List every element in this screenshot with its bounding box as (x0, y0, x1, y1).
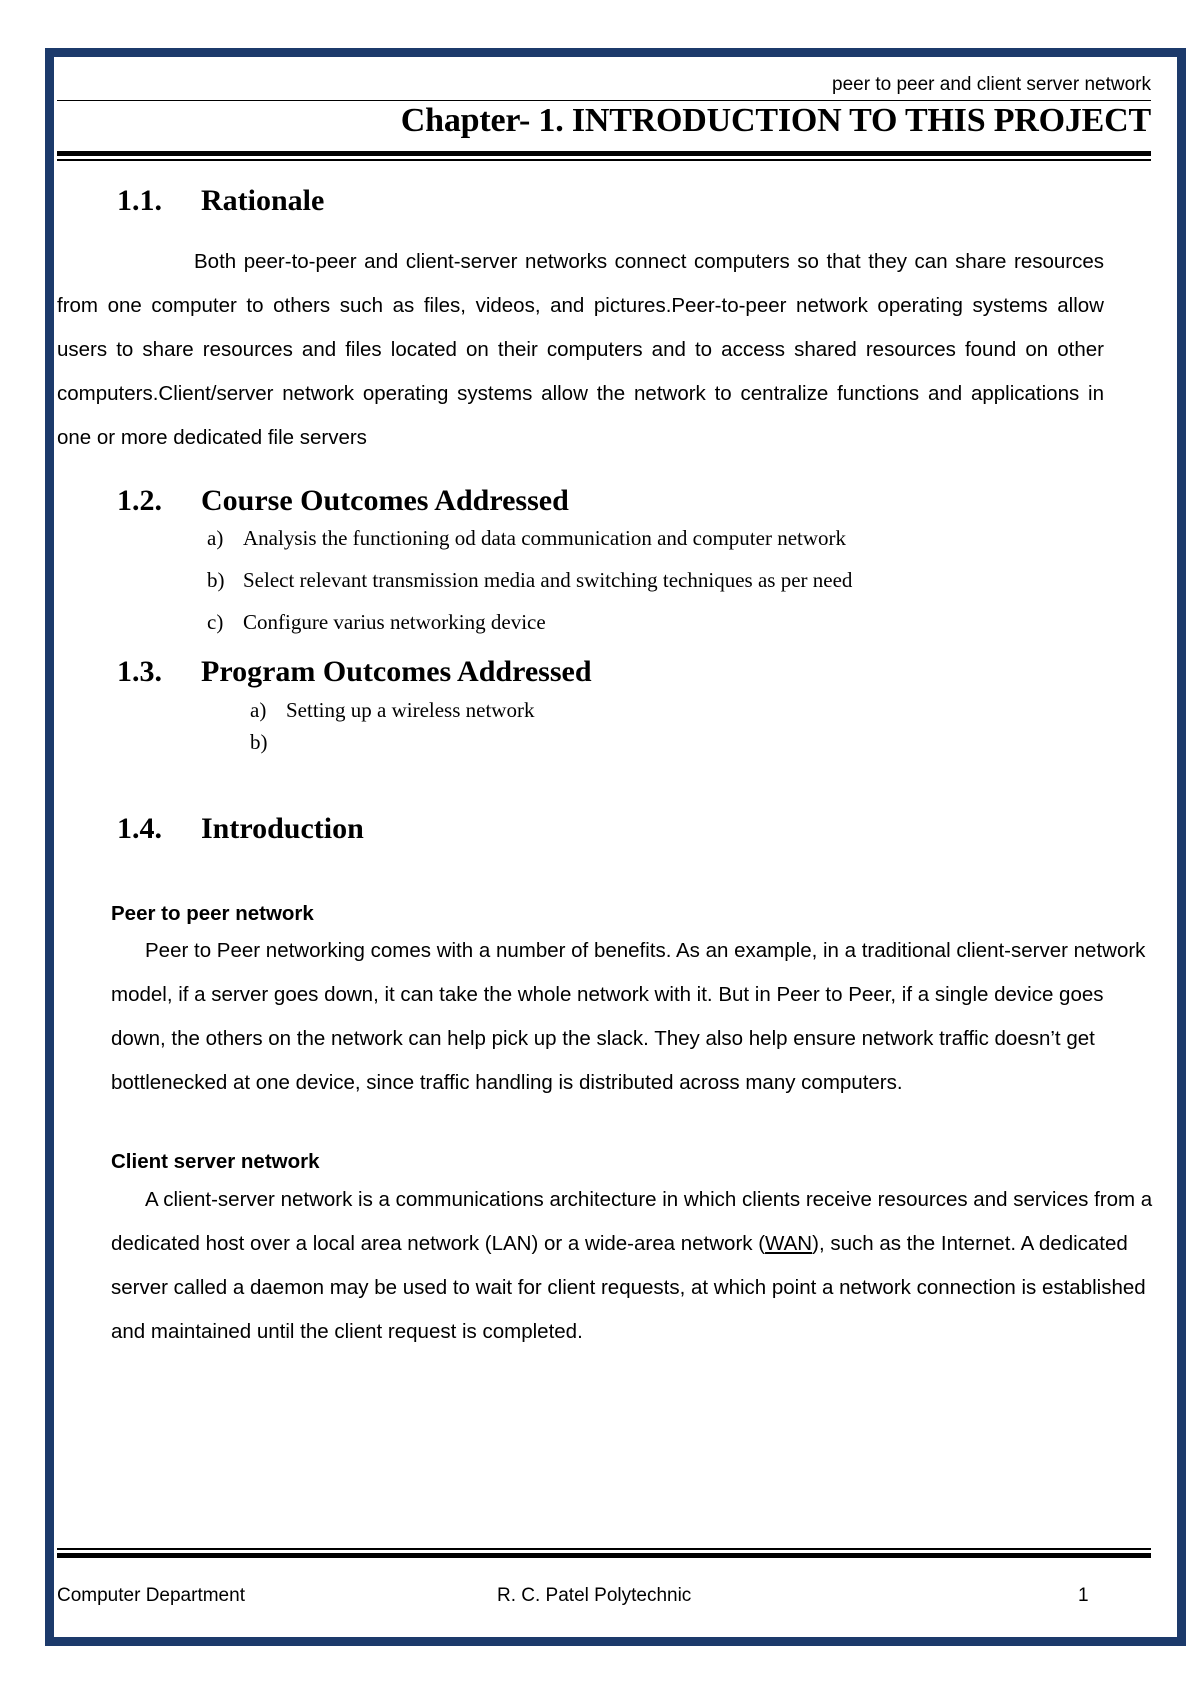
list-item-text: Setting up a wireless network (286, 698, 535, 722)
list-item-text: Analysis the functioning od data communication and computer network (243, 526, 847, 550)
list-item (250, 698, 534, 723)
list-item (207, 568, 852, 593)
subheading-peer-to-peer: Peer to peer network (111, 902, 314, 925)
list-marker: a) (250, 698, 267, 722)
header-double-rule (57, 151, 1151, 161)
section-number: 1.3. (117, 655, 162, 688)
section-number: 1.2. (117, 484, 162, 517)
wan-link[interactable]: WAN (765, 1232, 813, 1255)
section-number: 1.4. (117, 812, 162, 845)
footer-page-number: 1 (1078, 1585, 1089, 1606)
list-marker: a) (207, 526, 224, 550)
list-item (207, 526, 846, 551)
list-marker: b) (250, 730, 268, 754)
section-number: 1.1. (117, 184, 162, 217)
chapter-title: Chapter- 1. INTRODUCTION TO THIS PROJECT (400, 102, 1151, 139)
footer-institution: R. C. Patel Polytechnic (497, 1585, 692, 1606)
list-marker: b) (207, 568, 225, 592)
client-server-text: A client-server network is a communications architecture in which clients receive resources and services from a dedicated host over a local area network (LAN) or a wide-area network ( (111, 1188, 1153, 1255)
running-header: peer to peer and client server network (832, 74, 1151, 95)
list-item (207, 610, 546, 635)
list-item-text: Configure varius networking device (243, 610, 546, 634)
section-title: Program Outcomes Addressed (201, 655, 592, 688)
client-server-text-end: ), such as the Internet. A dedicated server called a daemon may be used to wait for client requests, at which point a network connection is established and maintained until the client request is completed. (111, 1232, 1146, 1343)
page-content (57, 60, 1151, 1634)
footer-department: Computer Department (57, 1585, 245, 1606)
section-title: Rationale (201, 184, 325, 217)
list-item-text: Select relevant transmission media and switching techniques as per need (243, 568, 853, 592)
subheading-client-server: Client server network (111, 1150, 320, 1173)
list-item (250, 730, 286, 755)
rationale-paragraph: Both peer-to-peer and client-server networks connect computers so that they can share resources from one computer to others such as files, videos, and pictures.Peer-to-peer network operating systems allow users to share resources and files located on their computers and to access shared resources found on other computers.Client/server network operating systems allow the network to centralize functions and applications in one or more dedicated file servers (57, 250, 1104, 449)
client-server-paragraph (111, 1178, 1153, 1354)
peer-to-peer-paragraph: Peer to Peer networking comes with a number of benefits. As an example, in a traditional client-server network model, if a server goes down, it can take the whole network with it. But in Peer to Peer, if a single device goes down, the others on the network can help pick up the slack. They also help ensure network traffic doesn’t get bottlenecked at one device, since traffic handling is distributed across many computers. (111, 939, 1146, 1094)
list-marker: c) (207, 610, 224, 634)
section-title: Introduction (201, 812, 364, 845)
header-rule (57, 100, 1151, 101)
section-title: Course Outcomes Addressed (201, 484, 569, 517)
footer-double-rule (57, 1548, 1151, 1558)
